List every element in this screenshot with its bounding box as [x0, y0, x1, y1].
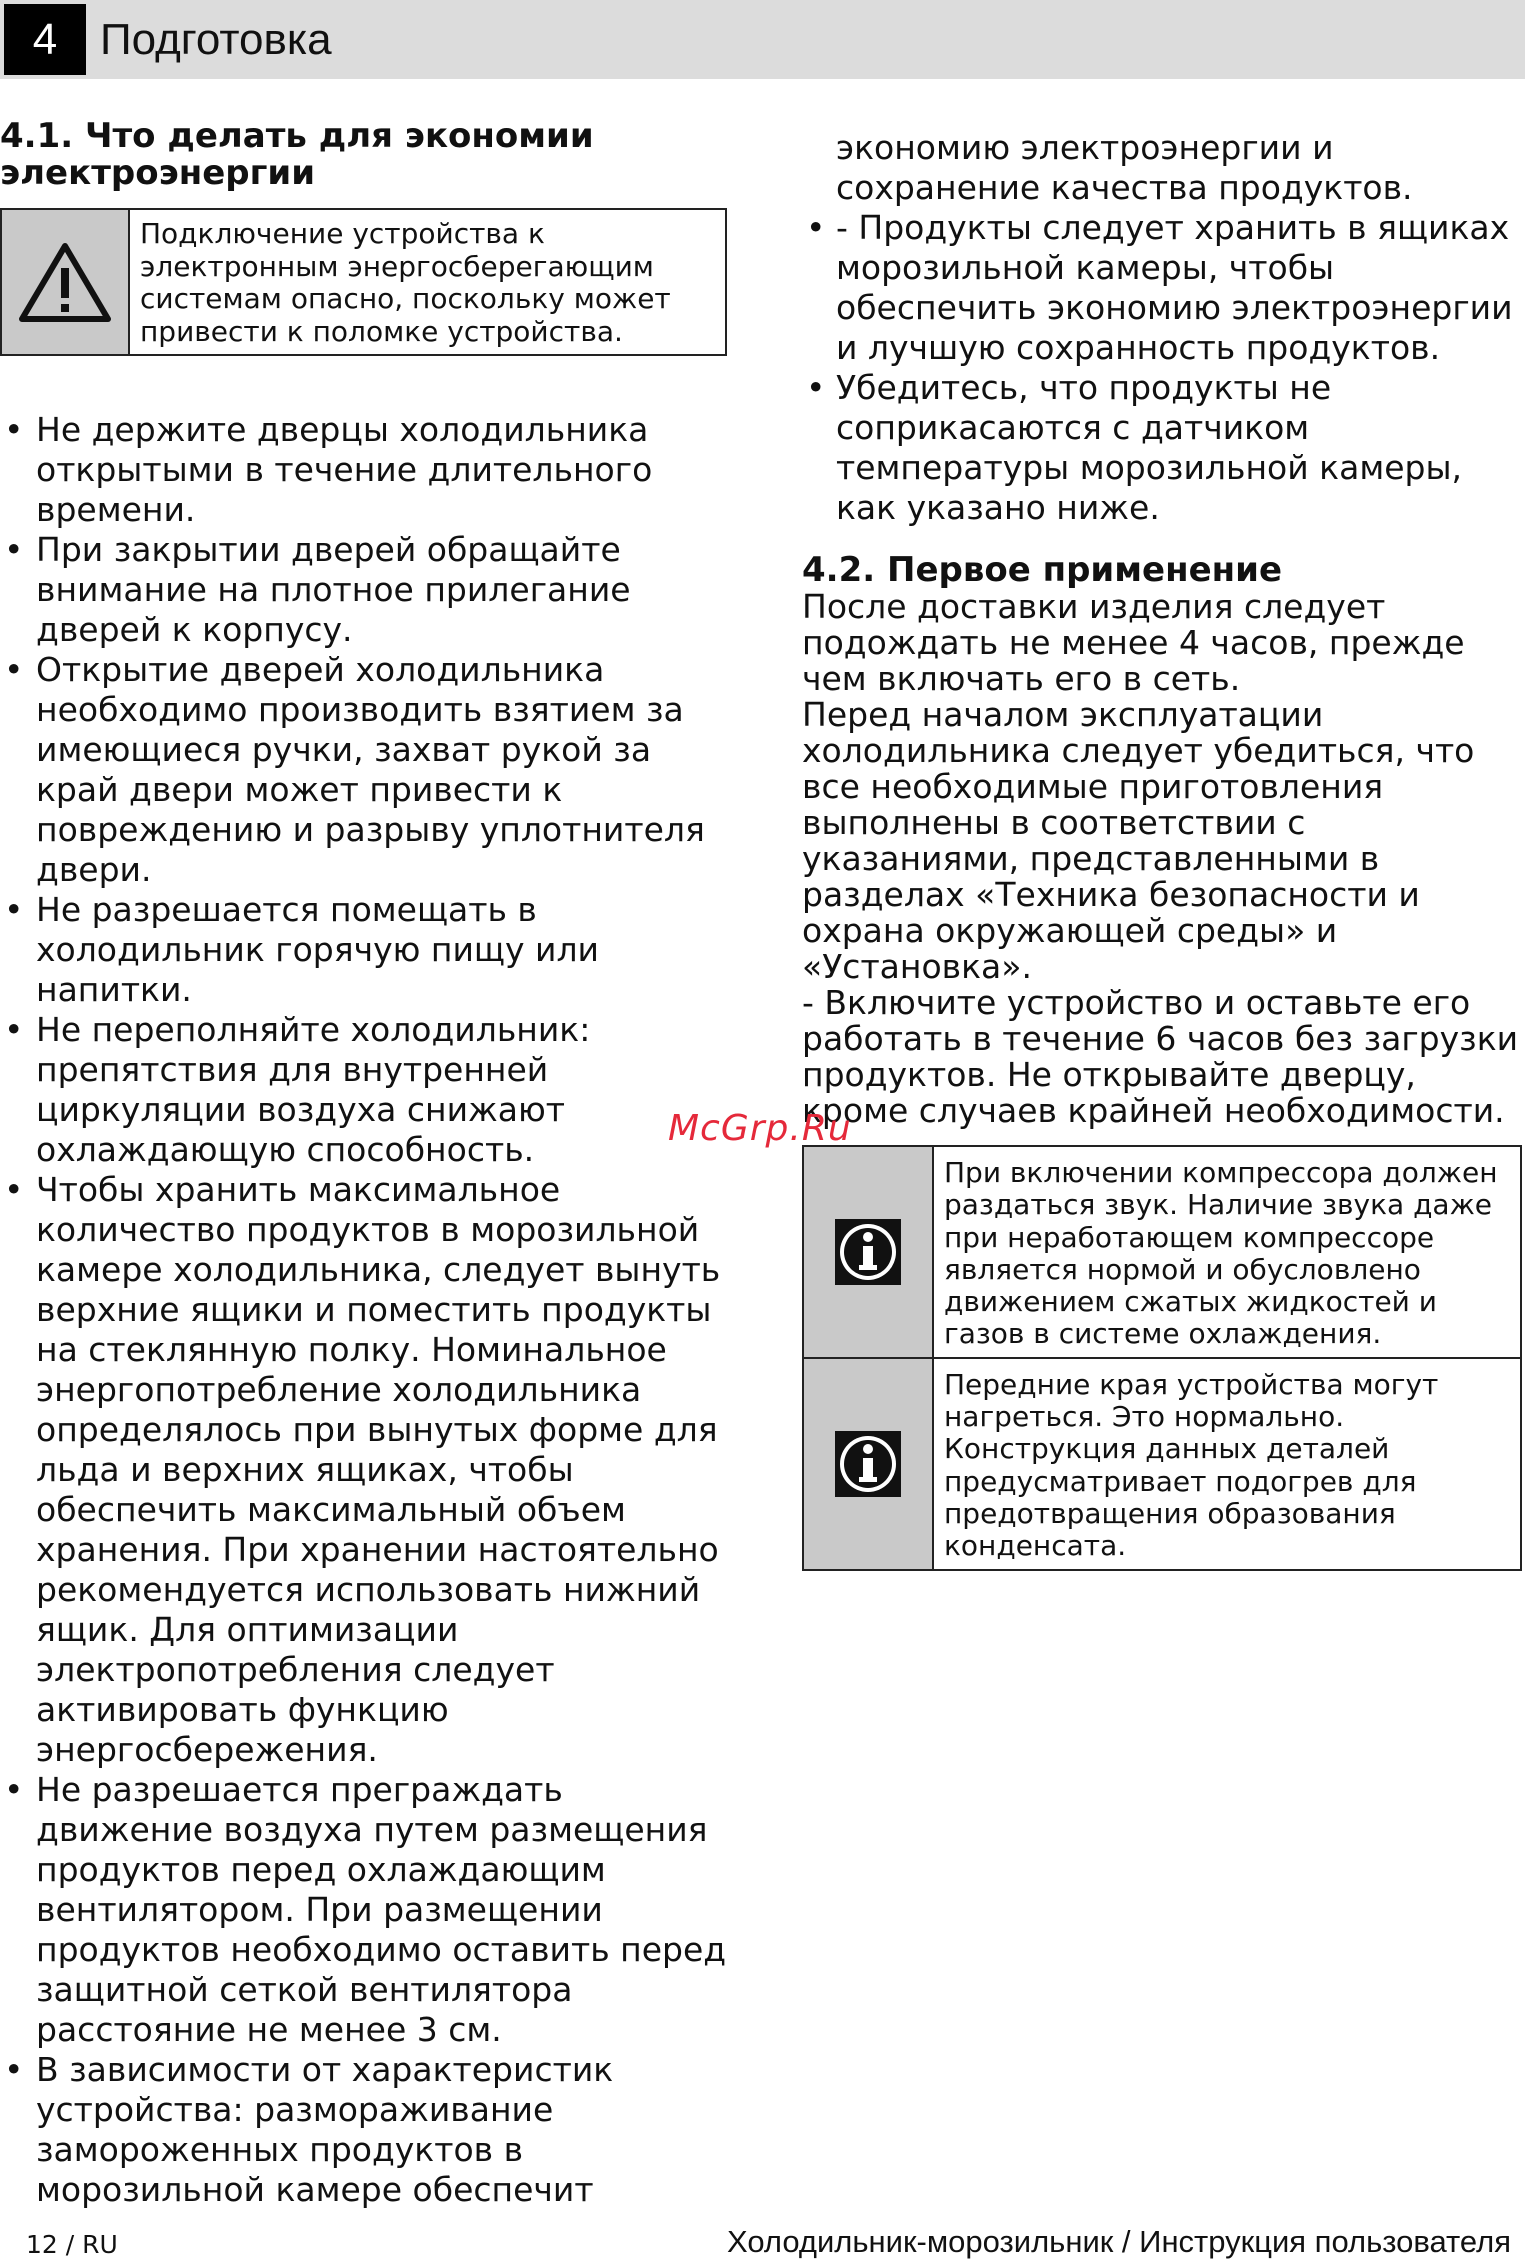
left-column	[0, 118, 740, 2210]
list-item: • Не переполняйте холодильник: препятствия для внутренней циркуляции воздуха снижают охлаждающую способность.	[0, 1010, 740, 1170]
info-note	[804, 1147, 1520, 1357]
list-item: • В зависимости от характеристик устройства: размораживание замороженных продуктов в морозильной камере обеспечит	[0, 2050, 740, 2210]
energy-tips-list-continued	[802, 208, 1524, 528]
info-note	[804, 1357, 1520, 1569]
list-item: • Не разрешается преграждать движение воздуха путем размещения продуктов перед охлаждающим вентилятором. При размещении продуктов необходимо оставить перед защитной сеткой вентилятора расстояние не менее 3 см.	[0, 1770, 740, 2050]
list-continuation: экономию электроэнергии и сохранение качества продуктов.	[836, 128, 1413, 207]
warning-note	[0, 208, 727, 356]
list-item: • Не разрешается помещать в холодильник горячую пищу или напитки.	[0, 890, 740, 1010]
info-icon	[835, 1431, 901, 1497]
paragraph: После доставки изделия следует подождать не менее 4 часов, прежде чем включать его в сеть.	[802, 587, 1465, 698]
paragraph: - Включите устройство и оставьте его работать в течение 6 часов без загрузки продуктов. Не открывайте дверцу, кроме случаев крайней необходимости.	[802, 983, 1519, 1130]
warning-text: Подключение устройства к электронным энергосберегающим системам опасно, поскольку может привести к поломке устройства.	[140, 217, 671, 348]
list-item: • Убедитесь, что продукты не соприкасаются с датчиком температуры морозильной камеры, как указано ниже.	[802, 368, 1524, 528]
section-heading-4-2: 4.2. Первое применение	[802, 550, 1283, 590]
section-heading-4-1	[0, 118, 740, 192]
warning-icon-cell	[2, 210, 130, 354]
warning-triangle-icon	[18, 241, 112, 323]
chapter-number: 4	[4, 4, 86, 75]
watermark: McGrp.Ru	[668, 1108, 852, 1149]
info-notes-table	[802, 1145, 1522, 1571]
info-icon	[835, 1219, 901, 1285]
paragraph: Перед началом эксплуатации холодильника следует убедиться, что все необходимые приготовления выполнены в соответствии с указаниями, представленными в разделах «Техника безопасности и охрана окружающей среды» и «Установка».	[802, 695, 1475, 986]
info-note-text: При включении компрессора должен раздаться звук. Наличие звука даже при неработающем компрессоре является нормой и обусловлено движением сжатых жидкостей и газов в системе охлаждения.	[944, 1156, 1498, 1351]
info-note-text: Передние края устройства могут нагреться. Это нормально. Конструкция данных деталей предусматривает подогрев для предотвращения образования конденсата.	[944, 1367, 1439, 1563]
list-item: • - Продукты следует хранить в ящиках морозильной камеры, чтобы обеспечить экономию электроэнергии и лучшую сохранность продуктов.	[802, 208, 1524, 368]
info-icon-cell	[804, 1359, 934, 1569]
info-icon-cell	[804, 1147, 934, 1357]
chapter-title: Подготовка	[100, 15, 332, 64]
heading-line-1: 4.1. Что делать для экономии	[0, 116, 594, 156]
right-column	[802, 128, 1524, 1571]
list-item: • Открытие дверей холодильника необходимо производить взятием за имеющиеся ручки, захват рукой за край двери может привести к повреждению и разрыву уплотнителя двери.	[0, 650, 740, 890]
energy-tips-list	[0, 410, 740, 2210]
list-item: • Не держите дверцы холодильника открытыми в течение длительного времени.	[0, 410, 740, 530]
footer-title: Холодильник-морозильник / Инструкция пользователя	[727, 2224, 1511, 2259]
chapter-header	[0, 0, 1525, 79]
heading-line-2: электроэнергии	[0, 153, 316, 193]
page-number: 12 / RU	[26, 2230, 118, 2259]
list-item: • При закрытии дверей обращайте внимание на плотное прилегание дверей к корпусу.	[0, 530, 740, 650]
list-item: • Чтобы хранить максимальное количество продуктов в морозильной камере холодильника, следует вынуть верхние ящики и поместить продукты на стеклянную полку. Номинальное энергопотребление холодильника определялось при вынутых форме для льда и верхних ящиках, чтобы обеспечить максимальный объем хранения. При хранении настоятельно рекомендуется использовать нижний ящик. Для оптимизации электропотребления следует активировать функцию энергосбережения.	[0, 1170, 740, 1770]
